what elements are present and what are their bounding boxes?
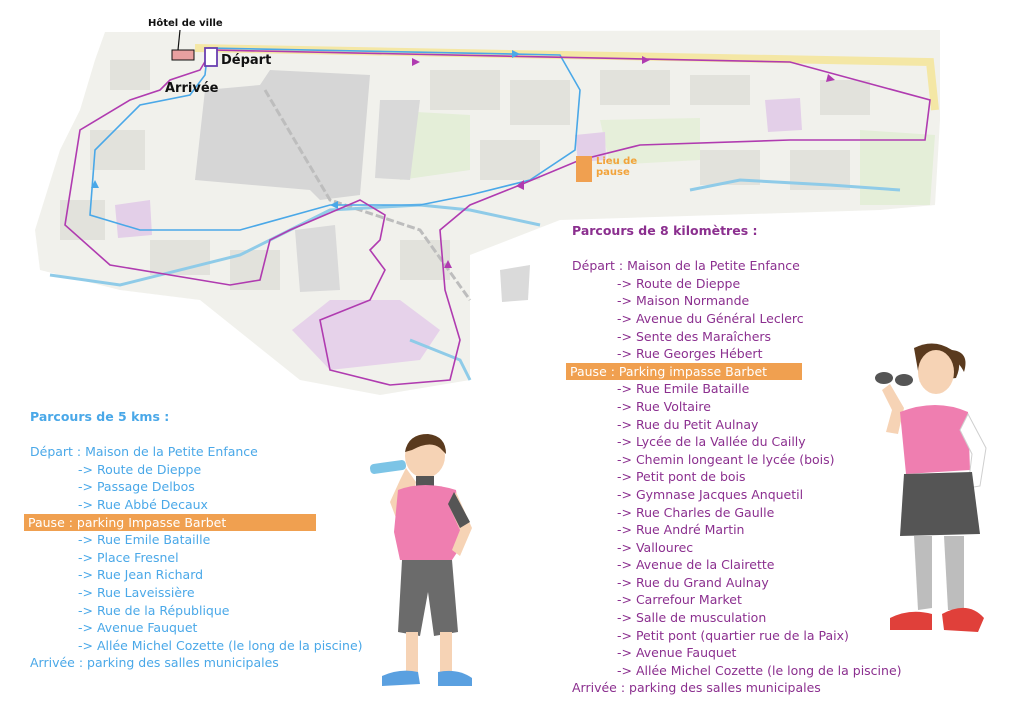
route-5km-step: -> Avenue Fauquet — [78, 620, 198, 636]
route-8km-step: -> Rue du Grand Aulnay — [617, 574, 769, 590]
route-8km-step: -> Gymnase Jacques Anquetil — [617, 486, 804, 502]
route-8km-step: -> Chemin longeant le lycée (bois) — [617, 451, 835, 467]
route-5km-step: -> Rue Jean Richard — [78, 567, 204, 583]
route-8km-step: -> Rue André Martin — [617, 522, 745, 538]
route-5km-arrivee: Arrivée : parking des salles municipales — [30, 655, 279, 671]
building — [295, 225, 340, 292]
route-8km-step: -> Vallourec — [617, 539, 694, 555]
route-8km-step: -> Rue Emile Bataille — [617, 381, 750, 397]
route-8km-step: -> Rue Charles de Gaulle — [617, 504, 775, 520]
route-8km-description — [572, 222, 902, 697]
building — [500, 265, 530, 302]
depart-marker — [205, 48, 217, 66]
route-8km-step: -> Petit pont (quartier rue de la Paix) — [617, 627, 849, 643]
route-5km-pause: Pause : parking Impasse Barbet — [24, 514, 316, 532]
route-8km-step: -> Avenue du Général Leclerc — [617, 310, 804, 326]
hotel-de-ville-marker — [172, 50, 194, 60]
route-8km-step: -> Rue Voltaire — [617, 398, 711, 414]
map-label-depart: Départ — [221, 53, 272, 68]
route-8km-step: -> Allée Michel Cozette (le long de la piscine) — [617, 662, 902, 678]
route-8km-step: -> Rue du Petit Aulnay — [617, 416, 759, 432]
route-8km-step: -> Petit pont de bois — [617, 469, 746, 485]
route-8km-title: Parcours de 8 kilomètres : — [572, 223, 758, 238]
runner-woman-illustration — [860, 338, 990, 648]
route-5km-step: -> Place Fresnel — [78, 549, 179, 565]
route-8km-step: -> Carrefour Market — [617, 592, 742, 608]
route-8km-step: -> Lycée de la Vallée du Cailly — [617, 434, 806, 450]
route-8km-step: -> Sente des Maraîchers — [617, 328, 772, 344]
map-label-lieu-de-pause-line1: Lieu de — [596, 156, 638, 167]
school-zone — [115, 200, 152, 238]
route-8km-step: -> Route de Dieppe — [617, 275, 741, 291]
map-label-arrivee: Arrivée — [165, 81, 219, 96]
route-5km-step: -> Allée Michel Cozette (le long de la piscine) — [78, 637, 363, 653]
map-label-lieu-de-pause-line2: pause — [596, 167, 630, 178]
runner-man-illustration — [360, 432, 490, 694]
route-5km-step: -> Rue Abbé Decaux — [78, 496, 208, 512]
route-8km-step: -> Avenue de la Clairette — [617, 557, 775, 573]
route-5km-description — [30, 408, 363, 672]
route-5km-step: -> Rue Emile Bataille — [78, 532, 211, 548]
route-8km-pause: Pause : Parking impasse Barbet — [566, 363, 802, 381]
park-area — [860, 130, 935, 205]
map-label-lieu-de-pause — [596, 156, 637, 178]
pause-marker — [576, 156, 592, 182]
route-5km-step: -> Route de Dieppe — [78, 461, 202, 477]
building — [195, 70, 370, 200]
route-5km-step: -> Rue de la République — [78, 602, 230, 618]
map-label-hotel-de-ville: Hôtel de ville — [148, 18, 223, 29]
route-8km-step: -> Rue Georges Hébert — [617, 346, 763, 362]
route-5km-step: -> Rue Laveissière — [78, 584, 195, 600]
route-5km-depart: Départ : Maison de la Petite Enfance — [30, 444, 258, 460]
route-5km-title: Parcours de 5 kms : — [30, 409, 170, 424]
route-5km-step: -> Passage Delbos — [78, 479, 195, 495]
route-8km-step: -> Avenue Fauquet — [617, 645, 737, 661]
route-8km-arrivee: Arrivée : parking des salles municipales — [572, 680, 821, 696]
route-8km-step: -> Maison Normande — [617, 293, 750, 309]
school-zone — [765, 98, 802, 132]
route-8km-step: -> Salle de musculation — [617, 610, 767, 626]
route-8km-depart: Départ : Maison de la Petite Enfance — [572, 258, 800, 274]
